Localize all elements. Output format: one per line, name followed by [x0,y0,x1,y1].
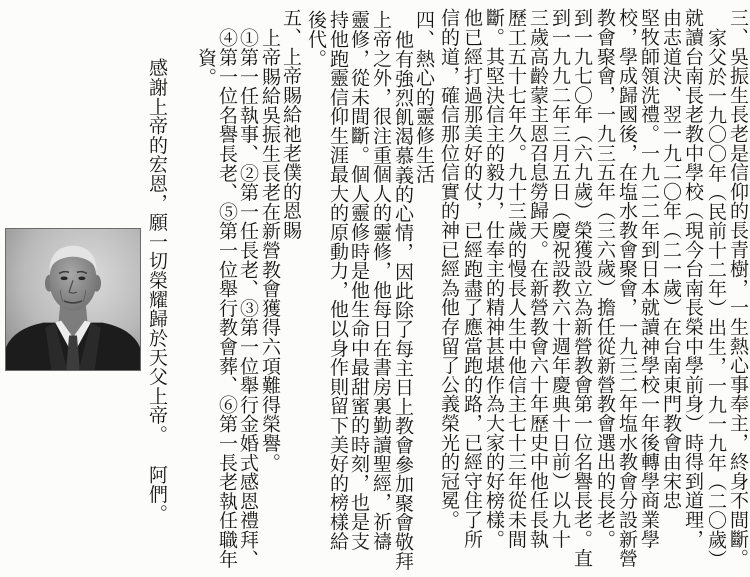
section-4-line: 後代。 [305,10,327,68]
closing-amen: 阿們。 [146,465,168,523]
section-3-line: 到一九九二年三月五日（慶祝設教六十週年慶典十日前）以九十 [549,8,571,549]
section-3-line: 堅牧師領洗禮。一九二二年到日本就讀神學校一年後轉學商業學 [638,8,660,549]
section-5-intro: 上帝賜給吳振生長老在新營教會獲得六項難得榮譽。 [259,28,281,472]
section-4-heading: 四、熱心的靈修生活 [413,10,435,184]
portrait-photo [5,228,141,371]
section-3-line: 到一九七〇年（六九歲）榮獲設立為新營教會第一位名譽長老。直 [571,8,593,568]
section-3-line: 歷工五十七年久。九十三歲的慢長人生中他信主七十三年從未間 [505,8,527,549]
section-3-line: 家父於一九〇〇年（民前十二年）出生，一九一九年（二〇歲） [705,28,727,569]
section-3-line: 斷。其堅決信主的毅力，仕奉主的精神甚堪作為大家的好榜樣。 [483,8,505,549]
section-3-line: 就讀台南長老教中學校（現今台南長榮中學前身）時得到道理， [682,8,704,549]
section-4-line: 持他跑靈信仰生涯最大的原動力，他以身作則留下美好的榜樣給 [327,10,349,551]
section-4-line: 上帝之外，很注重個人的靈修，他每日在書房裏勤讀聖經，祈禱 [370,10,392,551]
honors-line: 資。 [195,48,217,87]
portrait-illustration [6,229,140,370]
section-3-line: 教會聚會，一九三五年（三六歲）擔任從新營教會選出的長老。 [594,8,616,549]
honors-line: ①第一任執事、②第一任長老、③第一位舉行金婚式感恩禮拜、 [237,28,259,569]
section-4-line: 靈修，從未間斷。個人靈修時是他生命中最甜蜜的時刻，也是支 [348,10,370,551]
section-3-heading: 三、吳振生長老是信仰的長青樹，一生熱心事奉主，終身不間斷。 [727,8,749,568]
section-3-line: 三歲高齡蒙主恩召息勞歸天。在新營教會六十年歷史中他任長執 [527,8,549,549]
section-5-heading: 五、上帝賜給祂老僕的恩賜 [280,8,302,240]
section-3-line: 他已經打過那美好的仗，已經跑盡了應當跑的路，已經守住了所 [461,8,483,549]
section-4-line: 他有強烈飢渴慕義的心情，因此除了每主日上教會參加聚會敬拜 [392,30,414,571]
honors-line: ④第一位名譽長老、⑤第一位舉行教會葬、⑥第一長老執任職年 [216,28,238,569]
section-3-line: 校，學成歸國後，在塩水教會聚會，一九三二年塩水教會分設新營 [616,8,638,568]
section-3-line: 由志道決、翌一九二〇年（二一歲）在台南東門教會由宋忠 [660,8,682,510]
closing-text: 感謝上帝的宏恩，願一切榮耀歸於天父上帝。 [146,58,168,444]
section-3-line: 信的道，確信那位信實的神已經為他存留了公義榮光的冠冕。 [438,8,460,530]
